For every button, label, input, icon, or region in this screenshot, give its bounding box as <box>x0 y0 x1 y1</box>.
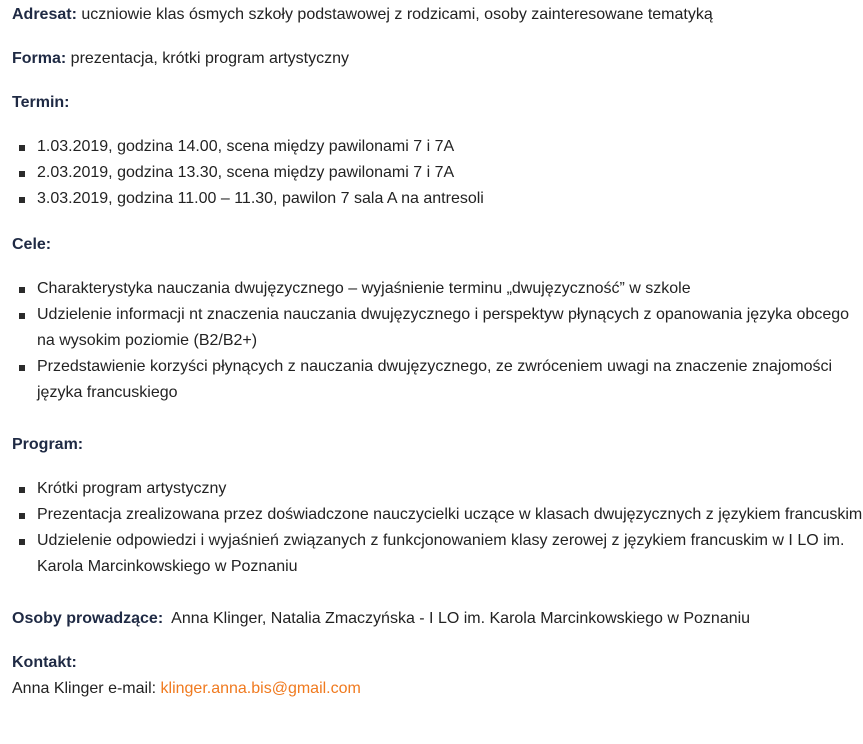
forma-line <box>12 46 863 72</box>
list-item: Udzielenie informacji nt znaczenia nauczania dwujęzycznego i perspektyw płynących z opanowania języka obcego na wysokim poziomie (B2/B2+) <box>12 302 863 354</box>
kontakt-heading: Kontakt: <box>12 654 77 671</box>
osoby-line <box>12 606 863 632</box>
cele-list <box>12 276 863 406</box>
kontakt-line <box>12 676 863 702</box>
forma-value: prezentacja, krótki program artystyczny <box>66 50 349 67</box>
adresat-line <box>12 2 863 28</box>
list-item: 1.03.2019, godzina 14.00, scena między pawilonami 7 i 7A <box>12 134 863 160</box>
forma-label: Forma: <box>12 50 67 67</box>
list-item: Przedstawienie korzyści płynących z nauczania dwujęzycznego, ze zwróceniem uwagi na znaczenie znajomości języka francuskiego <box>12 354 863 406</box>
osoby-label: Osoby prowadzące: <box>12 610 164 627</box>
kontakt-prefix: Anna Klinger e-mail: <box>12 680 161 697</box>
termin-list <box>12 134 863 212</box>
list-item: Charakterystyka nauczania dwujęzycznego – wyjaśnienie terminu „dwujęzyczność” w szkole <box>12 276 863 302</box>
program-heading: Program: <box>12 436 84 453</box>
adresat-value: uczniowie klas ósmych szkoły podstawowej z rodzicami, osoby zainteresowane tematyką <box>76 6 713 23</box>
adresat-label: Adresat: <box>12 6 77 23</box>
osoby-value: Anna Klinger, Natalia Zmaczyńska - I LO im. Karola Marcinkowskiego w Poznaniu <box>163 610 751 627</box>
list-item: Prezentacja zrealizowana przez doświadczone nauczycielki uczące w klasach dwujęzycznych z językiem francuskim <box>12 502 863 528</box>
list-item: 2.03.2019, godzina 13.30, scena między pawilonami 7 i 7A <box>12 160 863 186</box>
termin-heading: Termin: <box>12 94 70 111</box>
program-list <box>12 476 863 580</box>
list-item: Udzielenie odpowiedzi i wyjaśnień związanych z funkcjonowaniem klasy zerowej z językiem francuskim w I LO im. Karola Marcinkowskiego w Poznaniu <box>12 528 863 580</box>
list-item: Krótki program artystyczny <box>12 476 863 502</box>
list-item: 3.03.2019, godzina 11.00 – 11.30, pawilon 7 sala A na antresoli <box>12 186 863 212</box>
cele-heading: Cele: <box>12 236 52 253</box>
email-link[interactable]: klinger.anna.bis@gmail.com <box>160 680 361 697</box>
